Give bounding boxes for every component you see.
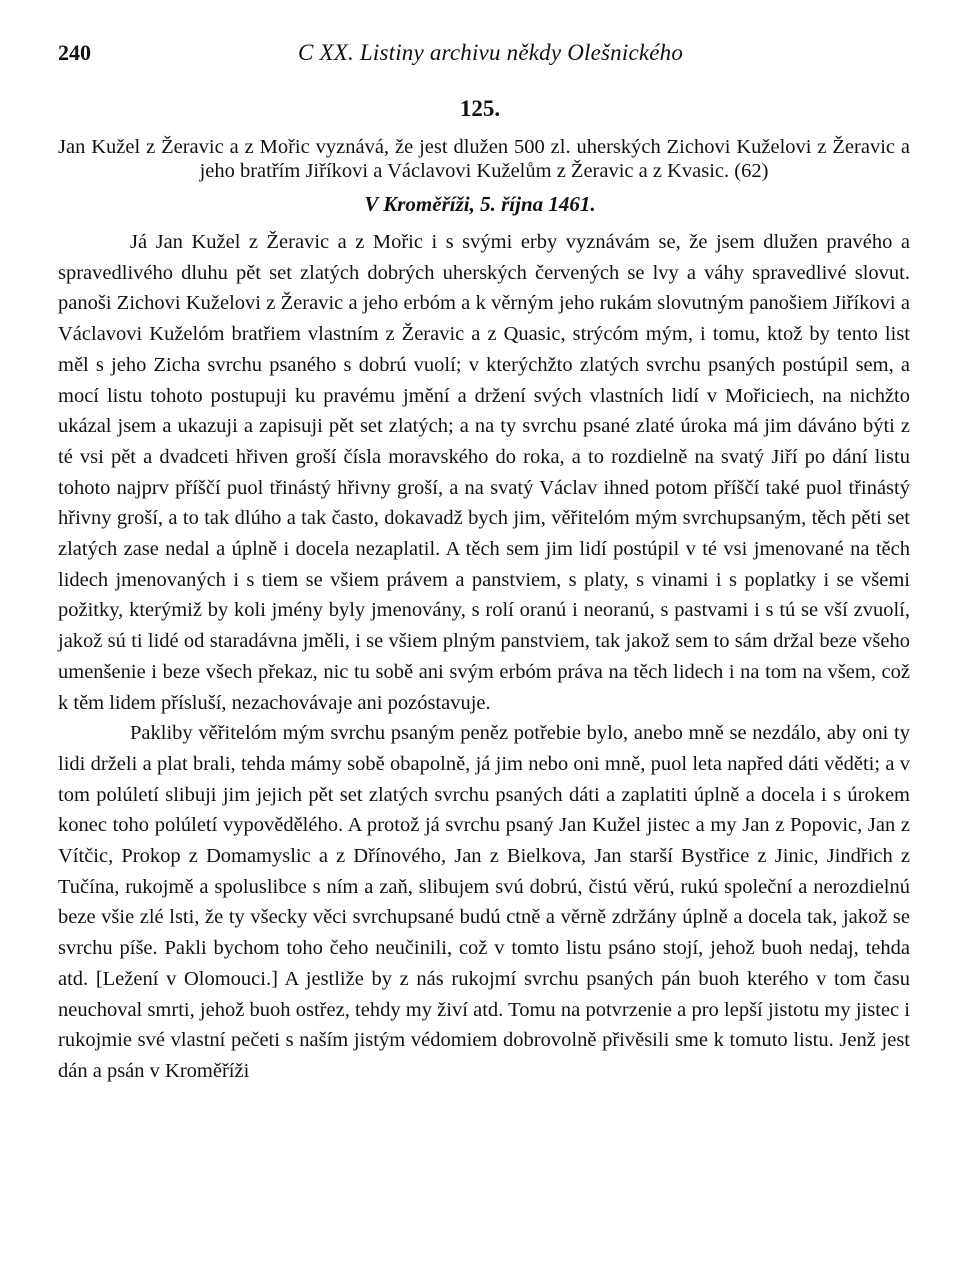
document-number: 125. — [459, 96, 501, 121]
page-number: 240 — [58, 40, 91, 65]
running-title: C XX. Listiny archivu někdy Olešnického — [298, 40, 684, 65]
paragraph-2: Pakliby věřitelóm mým svrchu psaným peněz potřebie bylo, anebo mně se nezdálo, aby oni ty lidi drželi a plat brali, tehda mámy sobě obapolně, já jim nebo oni mně, puol leta napřed dáti věděti; a v tom polúletí slibuji jim jejich pět set zlatých svrchu psaných dáti a zaplatiti úplně a docela i s úrokem konec toho polúletí vypovědělého. A protož já svrchu psaný Jan Kužel jistec a my Jan z Popovic, Jan z Vítčic, Prokop z Domamyslic a z Dřínového, Jan z Bielkova, Jan starší Bystřice z Jinic, Jindřich z Tučína, rukojmě a spoluslibce s ním a zaň, slibujem svú dobrú, čistú věrú, rukú společní a nerozdielnú beze všie zlé lsti, že ty všecky věci svrchupsané budú ctně a věrně zdržány úplně a docela tak, jakož se svrchu píše. Pakli bychom toho čeho neučinili, což v tomto listu psáno stojí, jehož buoh nedaj, tehda atd. [Ležení v Olomouci.] A jestliže by z nás rukojmí svrchu psaných pán buoh kterého v tom času neuchoval smrti, jehož buoh ostřez, tehdy my živí atd. Tomu na potvrzenie a pro lepší jistotu my jistec i rukojmie své vlastní pečeti s naším jistým védomiem dobrovolně přivěsili sme k tomuto listu. Jenž jest dán a psán v Kroměříži — [58, 722, 910, 1082]
running-head — [58, 40, 902, 74]
document-regest: Jan Kužel z Žeravic a z Mořic vyznává, že jest dlužen 500 zl. uherských Zichovi Kuželovi z Žeravic a jeho bratřím Jiříkovi a Václavovi Kuželům z Žeravic a z Kvasic. (62) — [58, 136, 910, 182]
place-date: V Kroměříži, 5. října 1461. — [364, 192, 596, 216]
document-body — [58, 227, 910, 1087]
paragraph-1: Já Jan Kužel z Žeravic a z Mořic i s svými erby vyznávám se, že jsem dlužen pravého a spravedlivého dluhu pět set zlatých dobrých uherských červených se lvy a váhy spravedlivé slovut. panoši Zichovi Kuželovi z Žeravic a jeho erbóm a k věrným jeho rukám slovutným panošiem Jiříkovi a Václavovi Kuželóm bratřiem vlastním z Žeravic a z Quasic, strýcóm mým, i tomu, ktož by tento list měl s jeho Zicha svrchu psaného s dobrú vuolí; v kterýchžto zlatých svrchu psaných postúpil sem, a mocí listu tohoto postupuji ku pravému jmění a držení svých vlastních lidí v Mořiciech, na nichžto ukázal jsem a ukazuji a zapisuji pět set zlatých; a na ty svrchu psané zlaté úroka má jim dáváno býti z té vsi pět a dvadceti hřiven groší čísla moravského do roka, a to rozdielně na svatý Jiří po dání listu tohoto najprv příščí puol třinástý hřivny groší, a na svatý Václav ihned potom příščí také puol třinástý hřivny groší, a to tak dlúho a tak často, dokavadž bych jim, věřitelóm mým svrchupsaným, těch pěti set zlatých zase nedal a úplně i docela nezaplatil. A těch sem jim lidí postúpil v té vsi jmenované na těch lidech jmenovaných i s tiem se všiem právem a panstviem, s platy, s vinami i s poplatky i se všemi požitky, kterýmiž by koli jmény byly jmenovány, s rolí oranú i neoranú, s pastvami i s tú se vší zvuolí, jakož sú ti lidé od staradávna jměli, i se všiem plným panstviem, tak jakož sem to sám držal beze všeho umenšenie i beze všech překaz, nic tu sobě ani svým erbóm práva na těch lidech i na tom na všem, což k těm lidem přísluší, nezachovávaje ani pozóstavuje. — [58, 231, 910, 714]
